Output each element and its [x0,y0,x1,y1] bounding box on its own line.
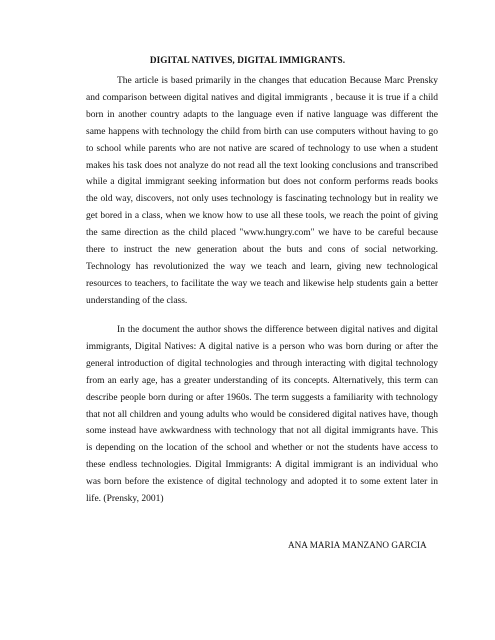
author-name: ANA MARIA MANZANO GARCIA [288,540,427,550]
body-paragraph-1: The article is based primarily in the changes that education Because Marc Prensky and comparison between digital natives and digital immigrants , because it is true if a child born in another country adapts to the language even if native language was different the same happens with technology the child from birth can use computers without having to go to school while parents who are not native are scared of technology to use when a student makes his task does not analyze do not read all the text looking conclusions and transcribed while a digital immigrant seeking information but does not conform performs reads books the old way, discovers, not only uses technology is fascinating technology but in reality we get bored in a class, when we know how to use all these tools, we reach the point of giving the same direction as the child placed "www.hungry.com" we have to be careful because there to instruct the new generation about the buts and cons of social networking. Technology has revolutionized the way we teach and learn, giving new technological resources to teachers, to facilitate the way we teach and likewise help students gain a better understanding of the class. [86,76,438,306]
body-paragraph-2: In the document the author shows the difference between digital natives and digital immigrants, Digital Natives: A digital native is a person who was born during or after the general introduction of digital technologies and through interacting with digital technology from an early age, has a greater understanding of its concepts. Alternatively, this term can describe people born during or after 1960s. The term suggests a familiarity with technology that not all children and young adults who would be considered digital natives have, though some instead have awkwardness with technology that not all digital immigrants have. This is depending on the location of the school and whether or not the students have access to these endless technologies. Digital Immigrants: A digital immigrant is an individual who was born before the existence of digital technology and adopted it to some extent later in life. (Prensky, 2001) [86,325,438,505]
document-title: DIGITAL NATIVES, DIGITAL IMMIGRANTS. [149,55,346,65]
